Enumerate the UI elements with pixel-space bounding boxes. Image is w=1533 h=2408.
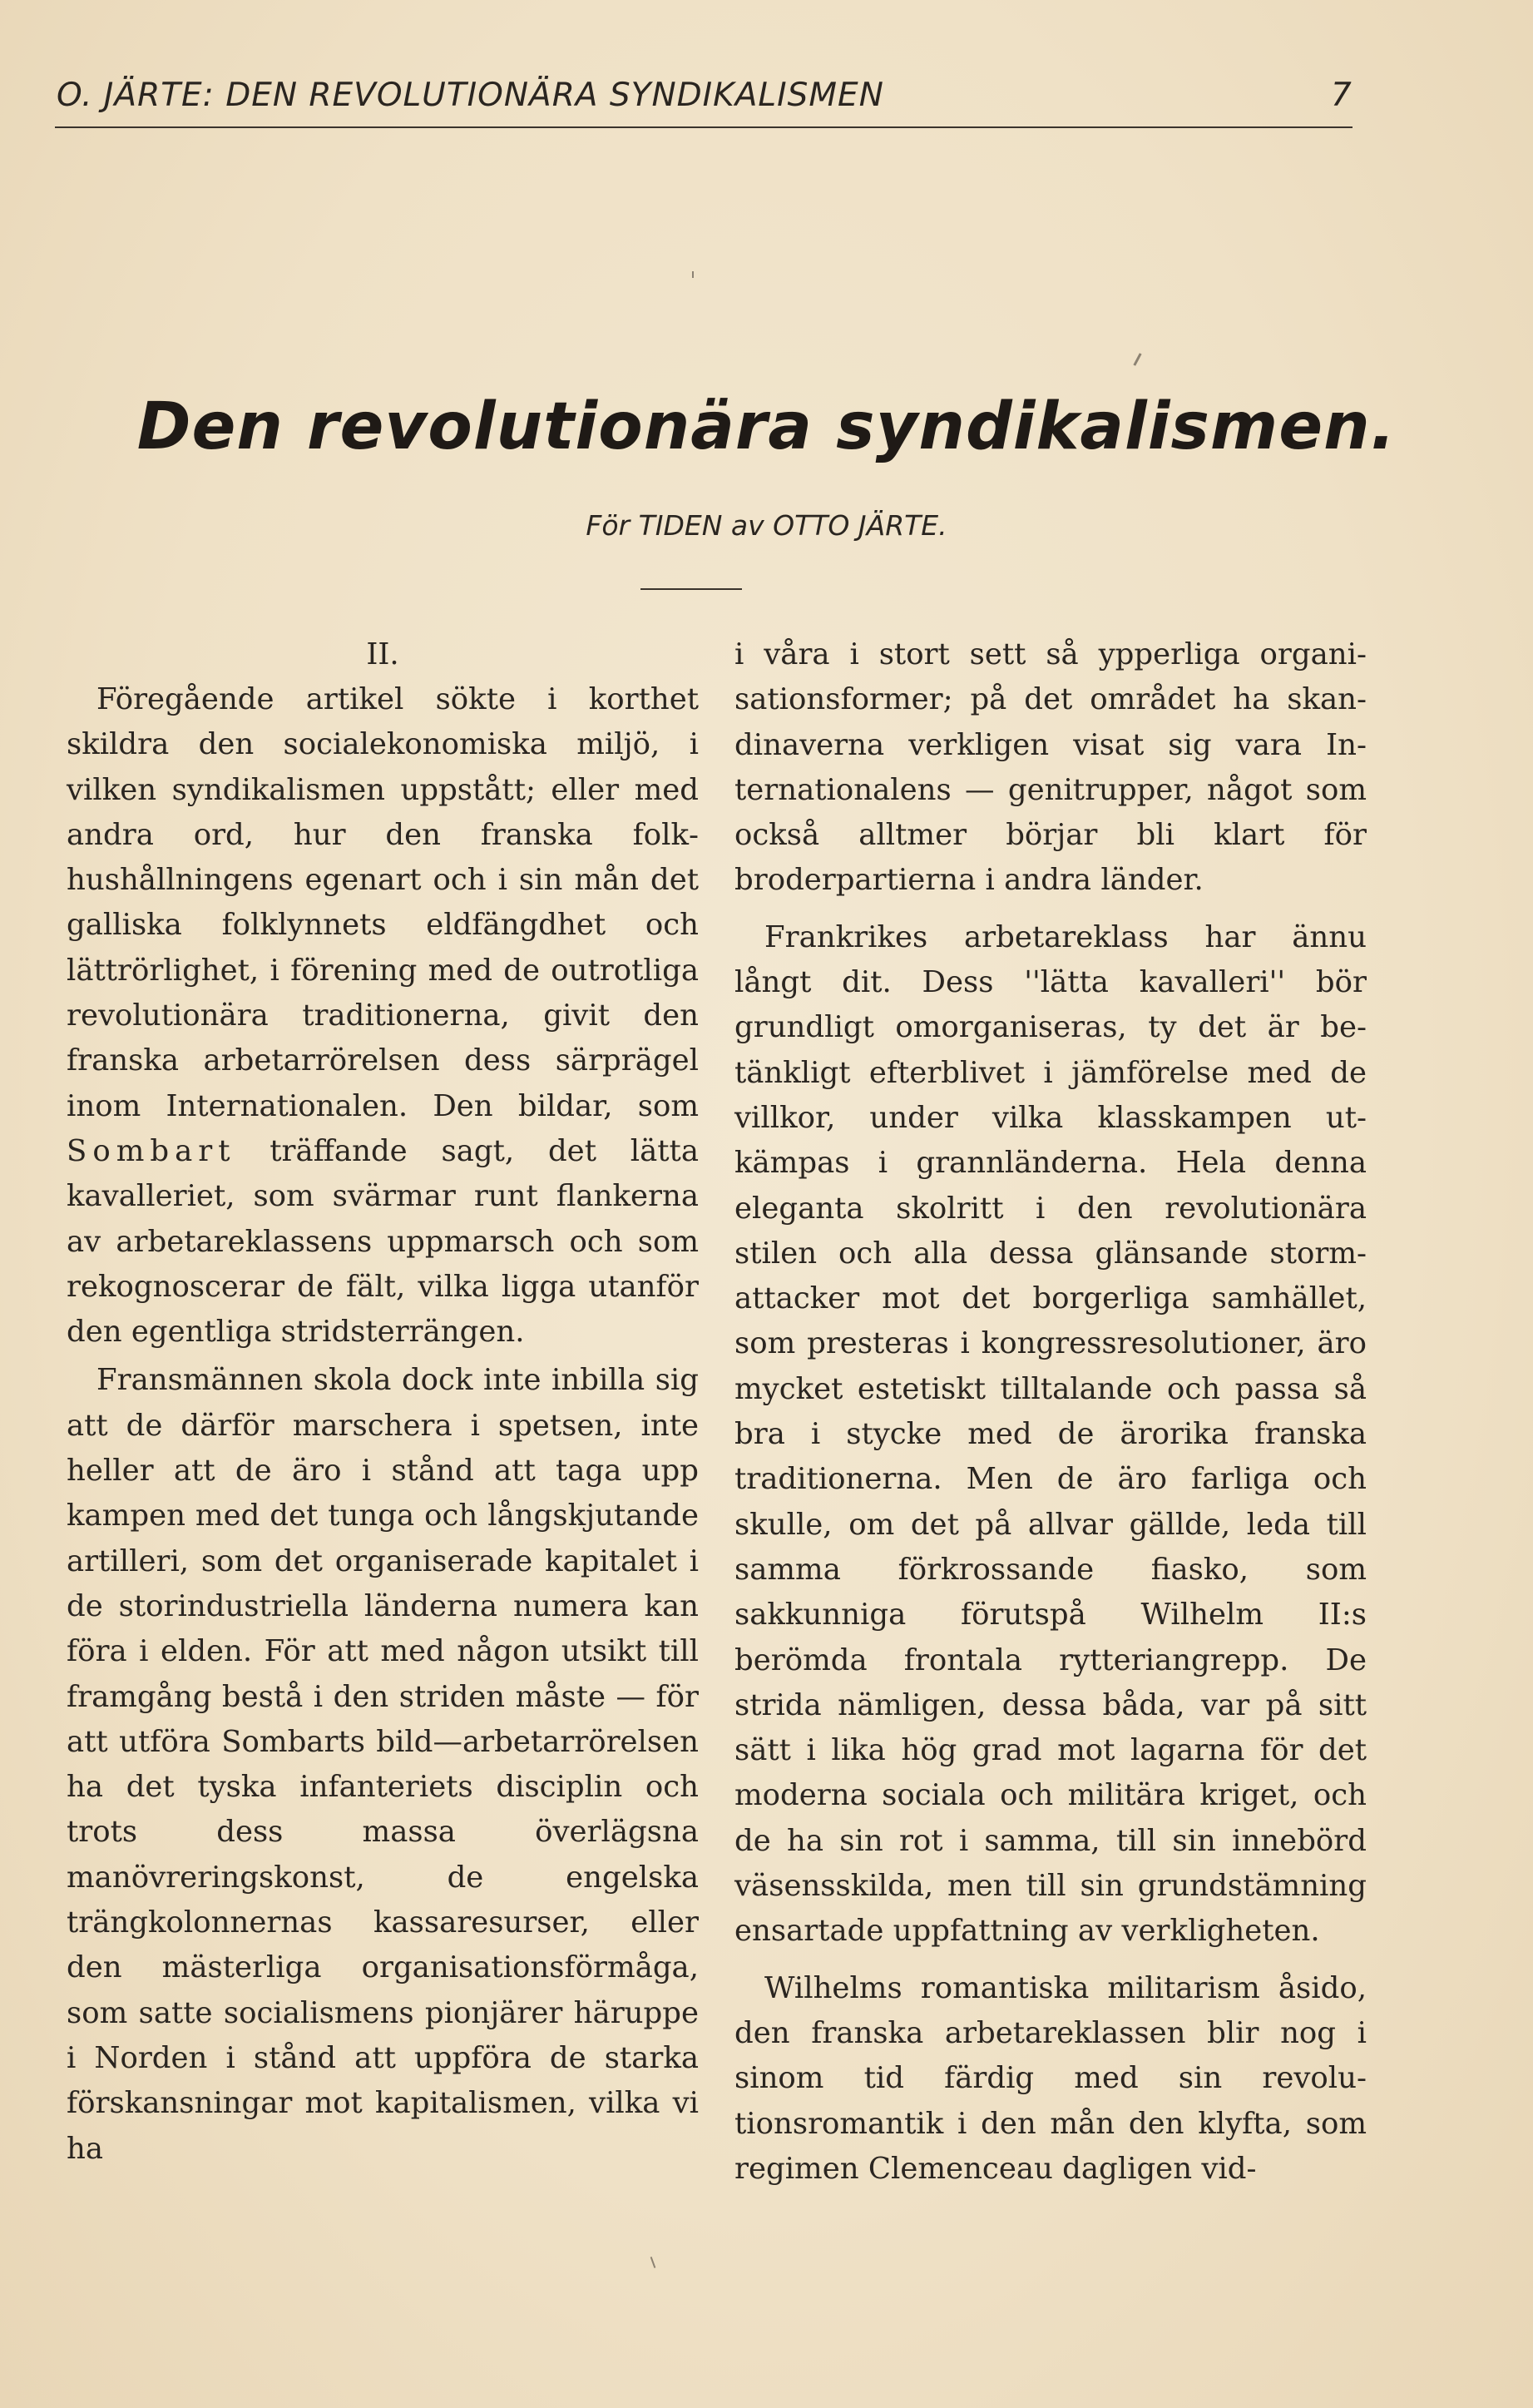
paragraph-text: Föregående artikel sökte i korthet skildra den socialekonomiska miljö, i vilken syndikalismen uppstått; eller med andra ord, hur den franska folkhushållningens egenart och i sin mån det galliska folklynnets eldfängdhet och lättrörlighet, i förening med de outrotliga revolutionära traditionerna, givit den franska arbetarrörelsen dess särprägel inom Internationalen. Den bildar, som — [67, 682, 699, 1123]
paragraph: Wilhelms romantiska militarism åsido, den franska arbetareklassen blir nog i sinom tid färdig med sin revolutionsromantik i den mån den klyfta, som regimen Clemenceau dagligen vid- — [734, 1970, 1367, 2186]
byline: För TIDEN av OTTO JÄRTE. — [586, 509, 947, 542]
paragraph: Fransmännen skola dock inte inbilla sig att de därför marschera i spetsen, inte heller att de äro i stånd att taga upp kampen med det tunga och långskjutande artilleri, som det organiserade kapitalet i de storindustriella länderna numera kan föra i elden. För att med någon utsikt till framgång bestå i den striden måste — för att utföra Sombarts bild—arbetarrörelsen ha det tyska infanteriets disciplin och trots dess massa överlägsna manövreringskonst, de engelska trängkolonnernas kassaresurser, eller den mästerliga organisationsförmåga, som satte socialismens pionjärer häruppe i Norden i stånd att uppföra de starka förskansningar mot kapitalismen, vilka vi ha — [67, 1363, 699, 2166]
header-rule — [55, 126, 1353, 128]
running-head: O. JÄRTE: DEN REVOLUTIONÄRA SYNDIKALISMEN — [57, 77, 884, 114]
article-title: Den revolutionära syndikalismen. — [136, 389, 1397, 464]
paragraph-text: träffande sagt, det lätta kavalleriet, som svärmar runt flankerna av arbetareklassens uppmarsch och som rekognoscerar de fält, vilka ligga utanför den egentliga stridsterrängen. — [67, 1133, 699, 1350]
ink-speck — [692, 271, 694, 278]
paragraph: i våra i stort sett så ypperliga organisationsformer; på det området ha skandinaverna verkligen visat sig vara Internationalens — genitrupper, något som också alltmer börjar bli klart för broderpartierna i andra länder. — [734, 637, 1367, 898]
spaced-name: Sombart — [67, 1133, 236, 1168]
paragraph: Frankrikes arbetareklass har ännu långt dit. Dess ''lätta kavalleri'' bör grundligt omorganiseras, ty det är betänkligt efterblivet i jämförelse med de villkor, under vilka klasskampen utkämpas i grannländerna. Hela denna eleganta skolritt i den revolutionära stilen och alla dessa glänsande stormattacker mot det borgerliga samhället, som presteras i kongressresolutioner, äro mycket estetiskt tilltalande och passa så bra i stycke med de ärorika franska traditionerna. Men de äro farliga och skulle, om det på allvar gällde, leda till samma förkrossande fiasko, som sakkunniga förutspå Wilhelm II:s berömda frontala rytteriangrepp. De strida nämligen, dessa båda, var på sitt sätt i lika hög grad mot lagarna för det moderna sociala och militära kriget, och de ha sin rot i samma, till sin innebörd väsensskilda, men till sin grundstämning ensartade uppfattning av verkligheten. — [734, 919, 1367, 1949]
page-number: 7 — [1331, 77, 1352, 114]
left-column — [67, 632, 699, 2172]
title-rule — [640, 588, 742, 590]
ink-speck — [1133, 353, 1141, 366]
section-number: II. — [366, 637, 399, 671]
paragraph — [67, 677, 699, 1355]
right-column — [734, 632, 1367, 2192]
ink-speck — [650, 2257, 656, 2268]
